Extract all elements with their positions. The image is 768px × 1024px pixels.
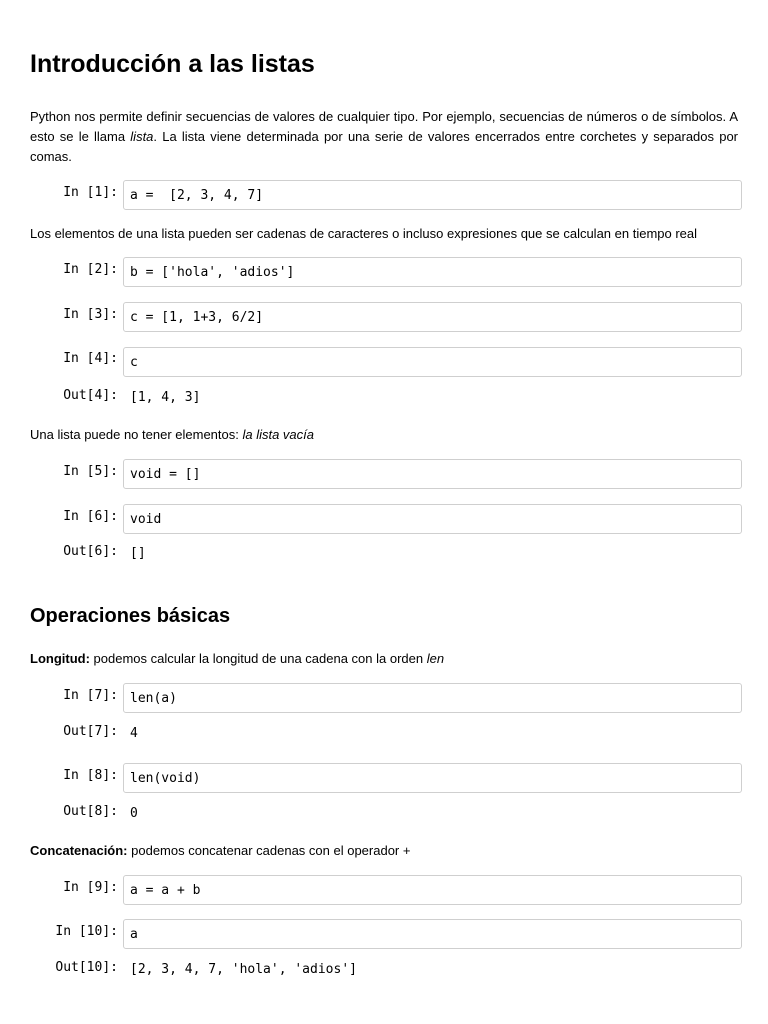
intro-emphasis: lista <box>130 129 154 144</box>
code-text: a = a + b <box>130 883 201 898</box>
concat-text: podemos concatenar cadenas con el operador + <box>127 843 411 858</box>
code-text: c <box>130 355 138 370</box>
elements-paragraph: Los elementos de una lista pueden ser cadenas de caracteres o incluso expresiones que se calculan en tiempo real <box>30 226 698 241</box>
code-cell-5[interactable] <box>123 459 742 489</box>
output-text-7: 4 <box>130 726 138 741</box>
input-prompt-5: In [5]: <box>63 464 118 479</box>
input-prompt-4: In [4]: <box>63 351 118 366</box>
input-prompt-10: In [10]: <box>55 924 118 939</box>
code-text: a = [2, 3, 4, 7] <box>130 188 264 203</box>
code-text: len(void) <box>130 771 201 786</box>
input-prompt-7: In [7]: <box>63 688 118 703</box>
length-label: Longitud: <box>30 651 90 666</box>
code-cell-1[interactable] <box>123 180 742 210</box>
input-prompt-9: In [9]: <box>63 880 118 895</box>
code-text: c = [1, 1+3, 6/2] <box>130 310 264 325</box>
code-text: void = [] <box>130 467 201 482</box>
input-prompt-6: In [6]: <box>63 509 118 524</box>
empty-list-emphasis: la lista vacía <box>242 427 315 442</box>
section-title-operations: Operaciones básicas <box>30 605 231 627</box>
concat-paragraph <box>30 841 738 861</box>
code-cell-7[interactable] <box>123 683 742 713</box>
code-cell-3[interactable] <box>123 302 742 332</box>
code-text: a <box>130 927 138 942</box>
length-text: podemos calcular la longitud de una cadena con la orden <box>89 651 427 666</box>
input-prompt-3: In [3]: <box>63 307 118 322</box>
input-prompt-8: In [8]: <box>63 768 118 783</box>
code-cell-10[interactable] <box>123 919 742 949</box>
code-cell-2[interactable] <box>123 257 742 287</box>
output-text-8: 0 <box>130 806 138 821</box>
input-prompt-1: In [1]: <box>63 185 118 200</box>
code-text: b = ['hola', 'adios'] <box>130 265 295 280</box>
concat-label: Concatenación: <box>30 843 128 858</box>
output-text-4: [1, 4, 3] <box>130 390 201 405</box>
empty-list-text: Una lista puede no tener elementos: <box>30 427 243 442</box>
output-prompt-6: Out[6]: <box>63 544 118 559</box>
output-text-6: [] <box>130 546 146 561</box>
empty-list-paragraph <box>30 425 738 445</box>
code-text: len(a) <box>130 691 177 706</box>
length-emphasis: len <box>426 651 445 666</box>
output-prompt-4: Out[4]: <box>63 388 118 403</box>
code-cell-8[interactable] <box>123 763 742 793</box>
intro-text-end: . La lista viene determinada por una serie de valores encerrados entre corchetes y separados por comas. <box>30 129 739 164</box>
output-prompt-8: Out[8]: <box>63 804 118 819</box>
intro-paragraph <box>30 107 738 167</box>
code-cell-4[interactable] <box>123 347 742 377</box>
page-title: Introducción a las listas <box>30 50 315 78</box>
output-prompt-10: Out[10]: <box>55 960 118 975</box>
code-text: void <box>130 512 162 527</box>
intro-text: Python nos permite definir secuencias de valores de cualquier tipo. Por ejemplo, secuencias de números o de símbolos. A esto se le llama <box>30 109 738 144</box>
code-cell-9[interactable] <box>123 875 742 905</box>
length-paragraph <box>30 649 738 669</box>
code-cell-6[interactable] <box>123 504 742 534</box>
output-text-10: [2, 3, 4, 7, 'hola', 'adios'] <box>130 962 357 977</box>
output-prompt-7: Out[7]: <box>63 724 118 739</box>
input-prompt-2: In [2]: <box>63 262 118 277</box>
